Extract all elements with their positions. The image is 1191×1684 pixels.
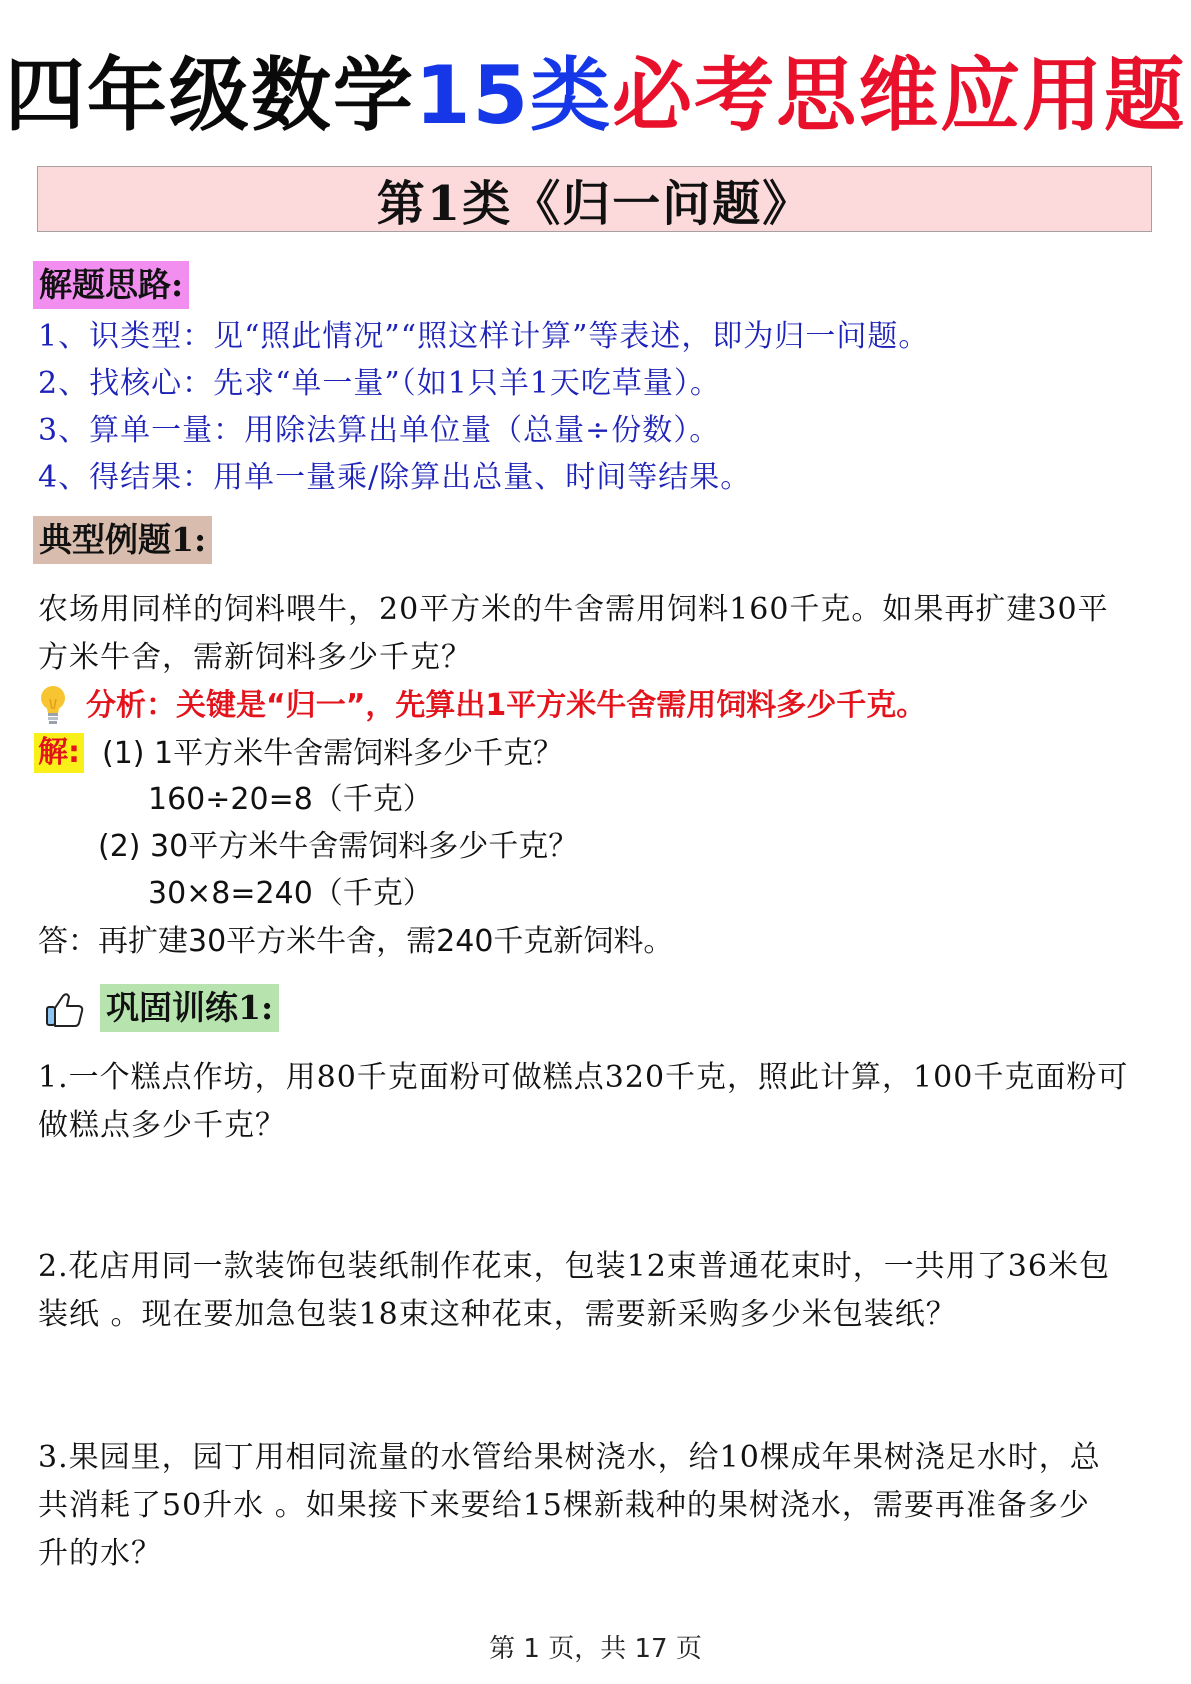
tip-item: 3、算单一量：用除法算出单位量（总量÷份数）。	[38, 413, 721, 448]
page-title	[0, 49, 1191, 142]
tip-item: 1、识类型：见“照此情况”“照这样计算”等表述，即为归一问题。	[38, 319, 930, 354]
practice-question-line: 1.一个糕点作坊，用80千克面粉可做糕点320千克，照此计算，100千克面粉可	[38, 1060, 1129, 1095]
tip-item: 4、得结果：用单一量乘/除算出总量、时间等结果。	[38, 460, 752, 495]
title-part-count: 15类	[414, 49, 613, 142]
practice-question-line: 共消耗了50升水 。如果接下来要给15棵新栽种的果树浇水，需要再准备多少	[38, 1488, 1090, 1523]
practice-question-line: 升的水？	[38, 1536, 162, 1571]
analysis-row	[38, 684, 926, 728]
tips-heading: 解题思路:	[33, 261, 189, 309]
solution-step: (2) 30平方米牛舍需饲料多少千克？	[98, 829, 579, 864]
practice-question-line: 做糕点多少千克？	[38, 1108, 286, 1143]
category-banner-text: 第1类《归一问题》	[376, 175, 813, 232]
lightbulb-icon	[38, 685, 68, 727]
example-question-line: 方米牛舍，需新饲料多少千克？	[38, 640, 472, 675]
title-part-topic: 必考思维应用题	[612, 49, 1187, 142]
solution-step: 160÷20=8（千克）	[148, 782, 433, 817]
analysis-text: 分析：关键是“归一”，先算出1平方米牛舍需用饲料多少千克。	[86, 688, 927, 723]
example-answer: 答：再扩建30平方米牛舍，需240千克新饲料。	[38, 924, 674, 959]
tip-item: 2、找核心：先求“单一量”（如1只羊1天吃草量）。	[38, 366, 721, 401]
practice-question-2	[38, 1243, 1158, 1339]
practice-question-line: 3.果园里，园丁用相同流量的水管给果树浇水，给10棵成年果树浇足水时，总	[38, 1440, 1101, 1475]
solution-step: 30×8=240（千克）	[148, 876, 433, 911]
example-question	[38, 586, 1158, 682]
tips-list	[38, 313, 929, 501]
practice-question-1	[38, 1054, 1158, 1150]
thumbs-up-icon	[45, 992, 85, 1028]
solution-step: (1) 1平方米牛舍需饲料多少千克？	[102, 736, 564, 771]
practice-question-line: 装纸 。现在要加急包装18束这种花束，需要新采购多少米包装纸？	[38, 1297, 957, 1332]
category-banner	[37, 166, 1152, 232]
example-heading: 典型例题1:	[33, 516, 212, 564]
practice-question-line: 2.花店用同一款装饰包装纸制作花束，包装12束普通花束时，一共用了36米包	[38, 1249, 1110, 1284]
practice-question-3	[38, 1434, 1158, 1578]
page-indicator: 第 1 页，共 17 页	[489, 1634, 702, 1664]
practice-heading: 巩固训练1:	[100, 984, 279, 1032]
title-part-grade: 四年级数学	[4, 49, 415, 142]
solve-label: 解:	[34, 733, 84, 773]
example-question-line: 农场用同样的饲料喂牛，20平方米的牛舍需用饲料160千克。如果再扩建30平	[38, 592, 1109, 627]
